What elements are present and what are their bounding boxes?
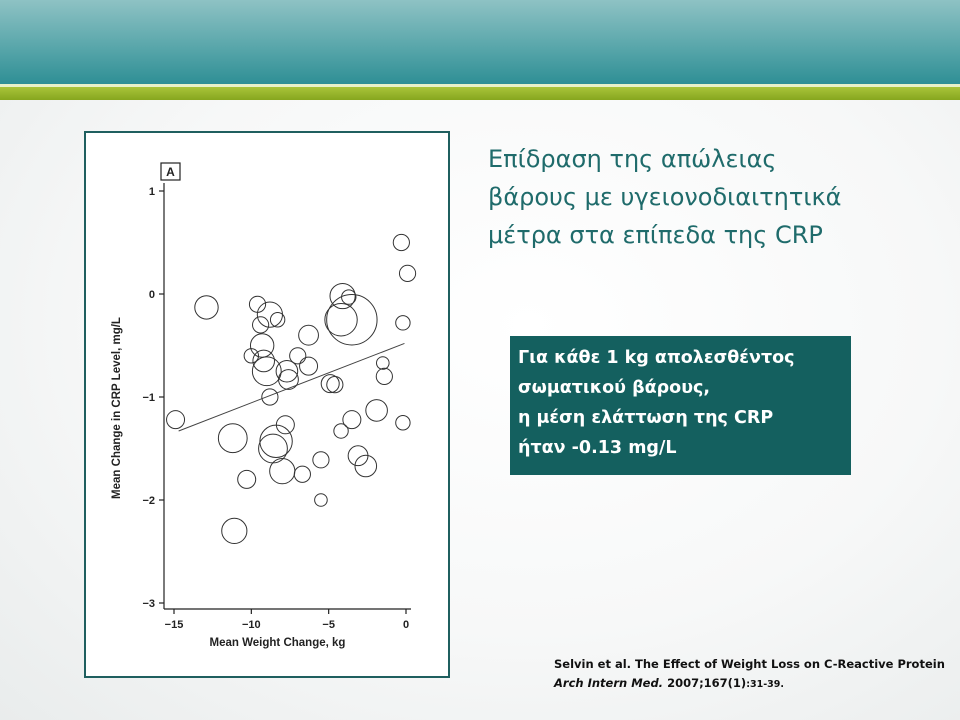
slide-title — [488, 140, 928, 254]
finding-line-3: η μέση ελάττωση της CRP — [518, 408, 774, 428]
data-point — [276, 416, 294, 434]
data-point — [399, 265, 415, 281]
y-tick-label: −3 — [142, 598, 155, 610]
data-point — [366, 400, 388, 422]
data-point — [253, 317, 269, 333]
citation-line-1: Selvin et al. The Effect of Weight Loss on C-Reactive Protein — [554, 657, 945, 671]
data-point — [270, 459, 295, 484]
citation — [554, 655, 954, 694]
data-point — [313, 452, 329, 468]
data-point — [342, 290, 356, 304]
data-point — [238, 470, 256, 488]
y-tick-label: 1 — [148, 186, 155, 198]
x-tick-label: 0 — [402, 619, 410, 631]
data-point — [321, 375, 339, 393]
x-axis-label: Mean Weight Change, kg — [209, 637, 346, 649]
data-point — [250, 334, 273, 357]
y-tick-label: −1 — [142, 392, 155, 404]
finding-callout — [510, 336, 851, 475]
y-tick-label: 0 — [148, 289, 155, 301]
finding-line-2: σωματικού βάρους, — [518, 378, 711, 398]
data-point — [290, 348, 306, 364]
title-line-3: μέτρα στα επίπεδα της CRP — [488, 221, 823, 249]
data-point — [377, 357, 390, 370]
data-point — [167, 411, 185, 429]
header-band — [0, 0, 960, 84]
data-point — [327, 295, 377, 345]
y-axis-label: Mean Change in CRP Level, mg/L — [111, 317, 123, 499]
y-tick-label: −2 — [142, 495, 155, 507]
data-point — [294, 466, 310, 482]
x-tick-label: −10 — [241, 619, 261, 631]
finding-line-1: Για κάθε 1 kg απολεσθέντος — [518, 348, 795, 368]
data-point — [315, 494, 328, 507]
scatter-chart — [86, 133, 448, 676]
citation-volume: 2007;167(1) — [663, 676, 747, 690]
data-point — [195, 296, 218, 319]
data-point — [222, 518, 247, 543]
data-point — [300, 357, 318, 375]
title-line-1: Επίδραση της απώλειας — [488, 145, 777, 173]
header-divider-green — [0, 87, 960, 100]
data-point — [218, 424, 247, 453]
citation-journal: Arch Intern Med. — [554, 676, 664, 690]
citation-line-2 — [554, 674, 954, 694]
data-point — [262, 389, 278, 405]
x-tick-label: −15 — [164, 619, 184, 631]
citation-pages: :31-39. — [746, 679, 784, 690]
finding-line-4: ήταν -0.13 mg/L — [518, 438, 677, 458]
data-point — [376, 368, 392, 384]
data-point — [279, 370, 299, 390]
data-point — [396, 316, 410, 330]
x-tick-label: −5 — [322, 619, 335, 631]
data-point — [299, 325, 319, 345]
data-point — [396, 416, 410, 430]
data-point — [257, 302, 282, 327]
data-point — [260, 425, 292, 457]
data-point — [343, 411, 361, 429]
data-point — [327, 377, 343, 393]
chart-frame — [84, 131, 450, 678]
title-line-2: βάρους με υγειονοδιαιτητικά — [488, 183, 842, 211]
data-point — [393, 234, 409, 250]
panel-label: A — [166, 165, 175, 179]
